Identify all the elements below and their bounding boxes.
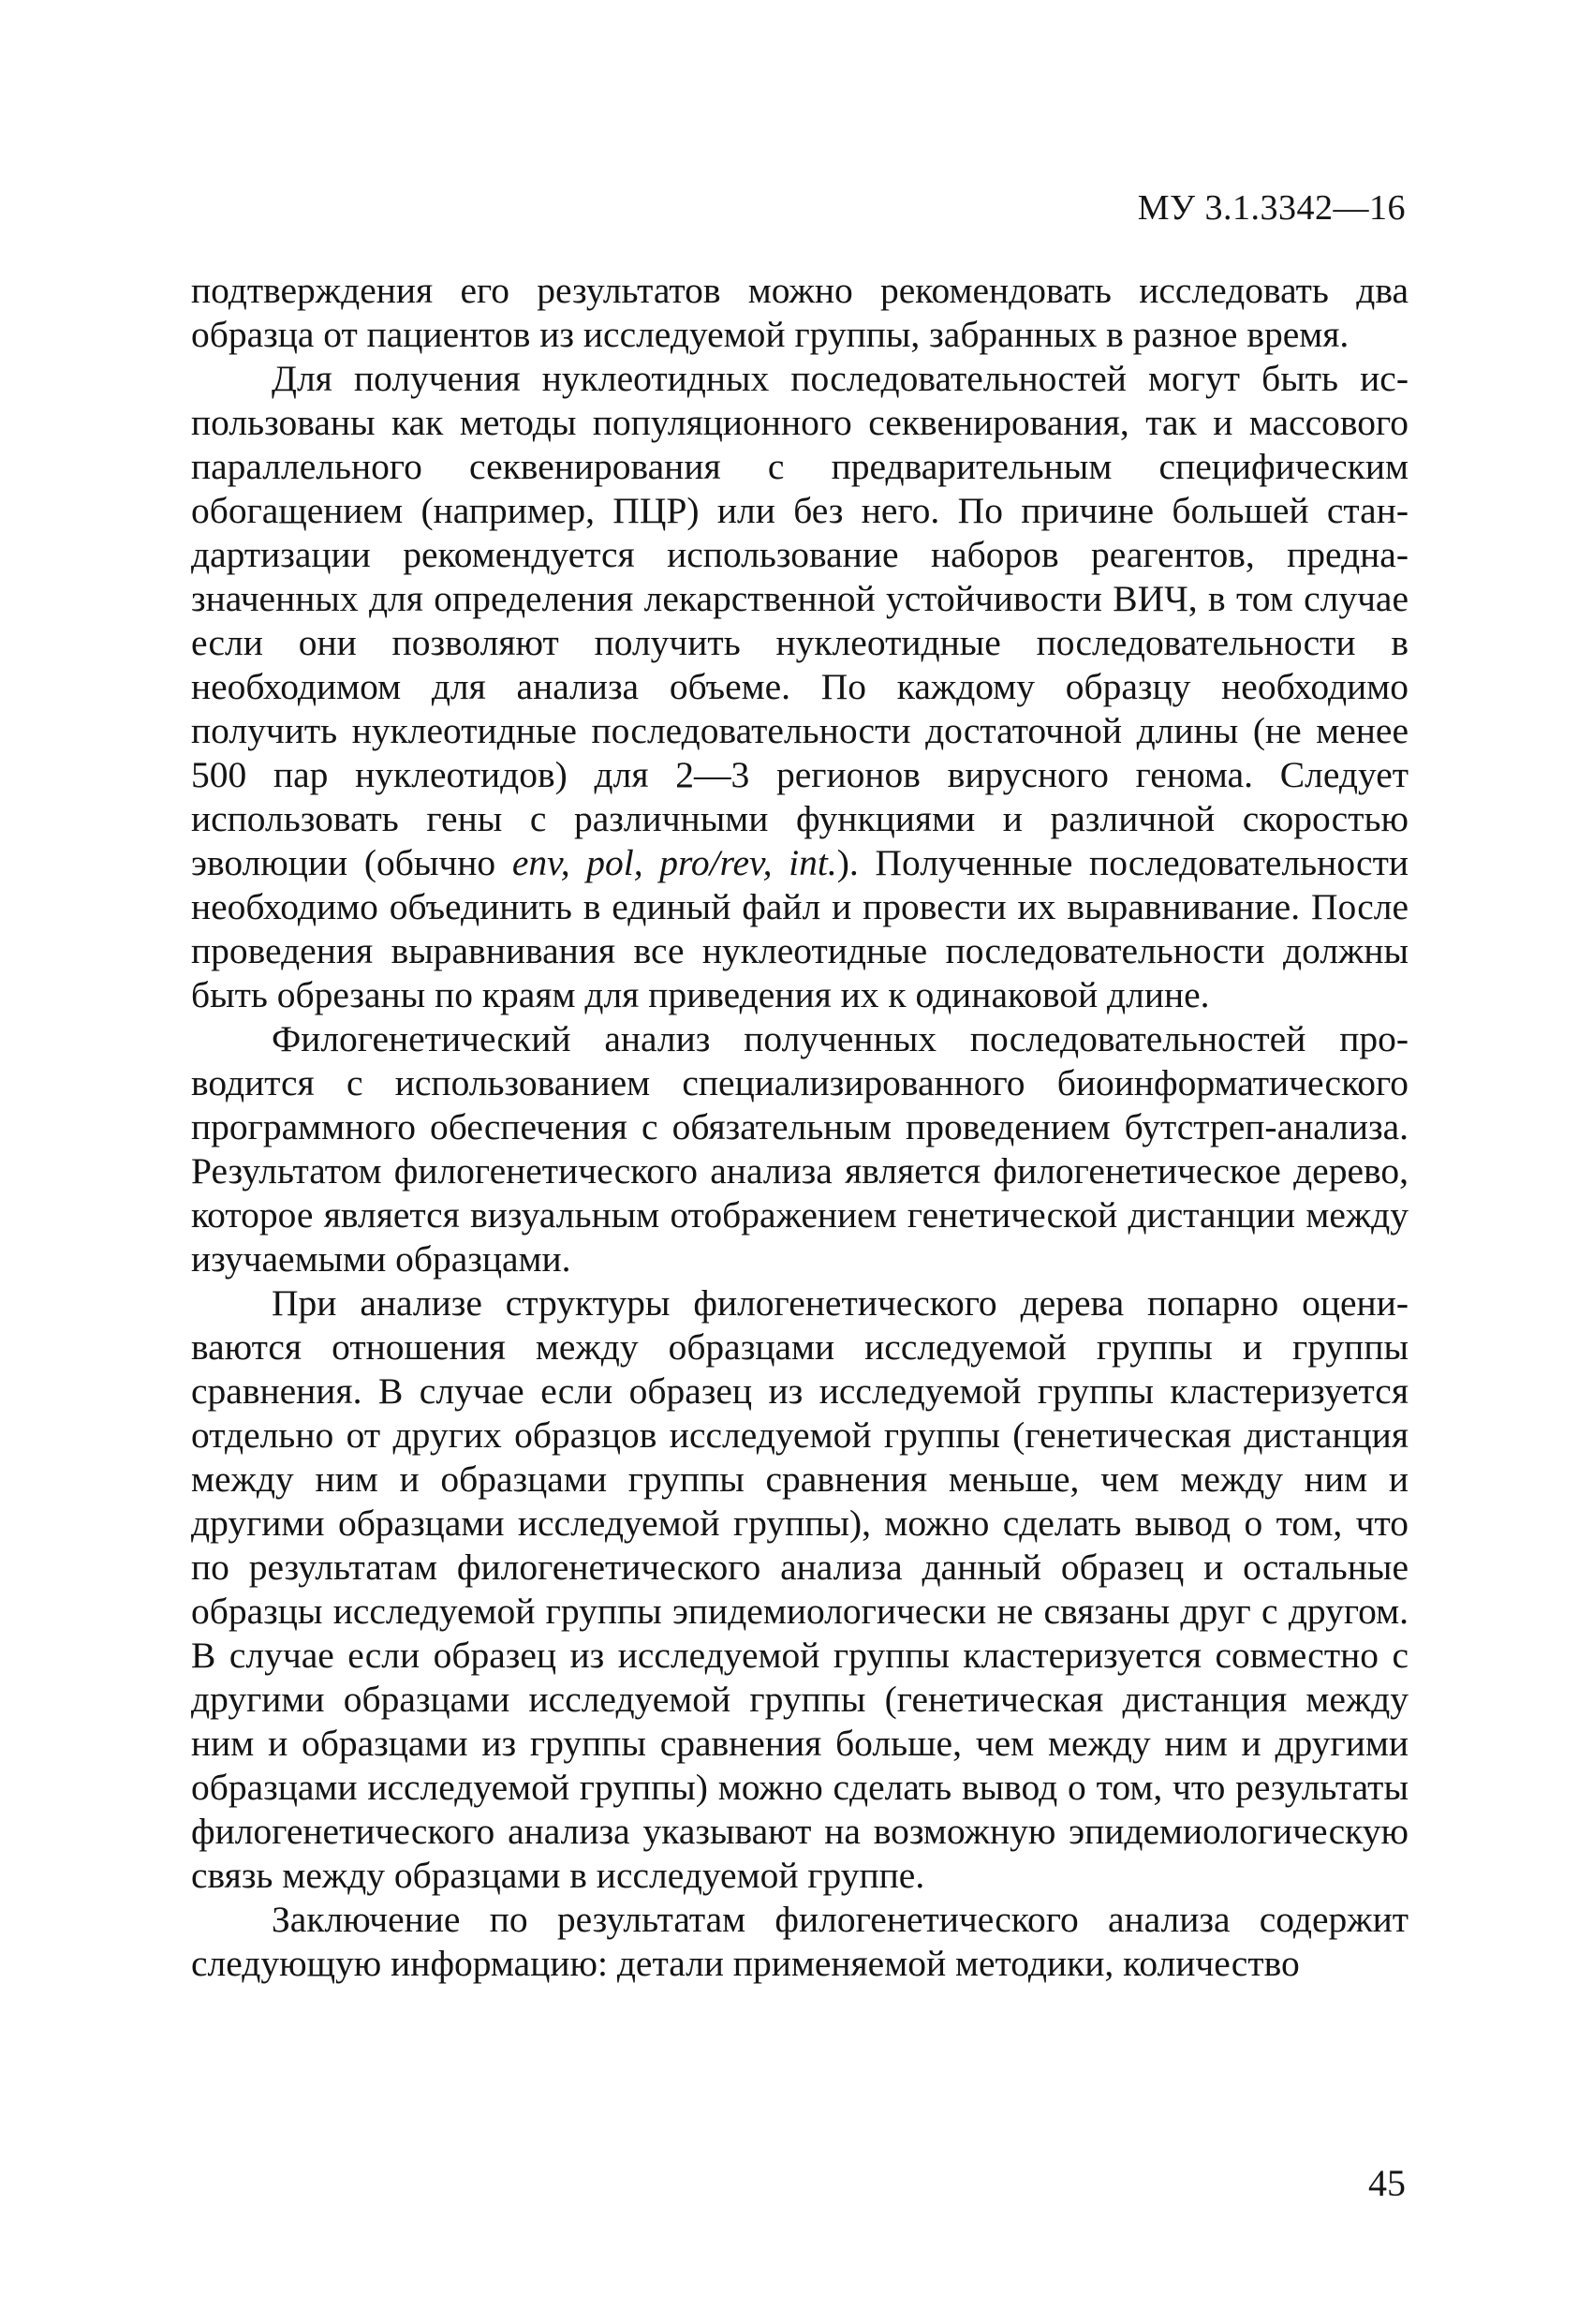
paragraph-sequencing-text-a: Для получения нуклеотидных последовательностей могут быть использованы как методы популяционного секвенирования, так и массового параллельного секвенирования с предварительным специфическим обогащением (например, ПЦР) или без него. По причине большей стандартизации рекомендуется использование наборов реагентов, предназначенных для определения лекарственной устойчивости ВИЧ, в том случае если они позволяют получить нуклеотидные последовательности в необходимом для анализа объеме. По каждому образцу необходимо получить нуклеотидные последовательности достаточной длины (не менее 500 пар нуклеотидов) для 2—3 регионов вирусного генома. Следует использовать гены с различными функциями и различной скоростью эволюции (обычно [191,358,1409,883]
document-code-header: МУ 3.1.3342—16 [1137,188,1406,228]
paragraph-conclusion: Заключение по результатам филогенетического анализа содержит следующую информацию: детали применяемой методики, количество [191,1899,1409,1984]
page-body-text [191,269,1409,1986]
paragraph-continued: подтверждения его результатов можно рекомендовать исследовать два образца от пациентов из исследуемой группы, забранных в разное время. [191,270,1409,355]
paragraph-sequencing [191,357,1409,1017]
paragraph-sequencing-text-b: ). Полученные последовательности необходимо объединить в единый файл и провести их выравнивание. После проведения выравнивания все нуклеотидные последовательности должны быть обрезаны по краям для приведения их к одинаковой длине. [191,842,1409,1015]
paragraph-tree-structure: При анализе структуры филогенетического дерева попарно оцениваются отношения между образцами исследуемой группы и группы сравнения. В случае если образец из исследуемой группы кластеризуется отдельно от других образцов исследуемой группы (генетическая дистанция между ним и образцами группы сравнения меньше, чем между ним и другими образцами исследуемой группы), можно сделать вывод о том, что по результатам филогенетического анализа данный образец и остальные образцы исследуемой группы эпидемиологически не связаны друг с другом. В случае если образец из исследуемой группы кластеризуется совместно с другими образцами исследуемой группы (генетическая дистанция между ним и образцами из группы сравнения больше, чем между ним и другими образцами исследуемой группы) можно сделать вывод о том, что результаты филогенетического анализа указывают на возможную эпидемиологическую связь между образцами в исследуемой группе. [191,1282,1409,1896]
paragraph-phylogenetic-analysis: Филогенетический анализ полученных последовательностей проводится с использованием специализированного биоинформатического программного обеспечения с обязательным проведением бутстреп-анализа. Результатом филогенетического анализа является филогенетическое дерево, которое является визуальным отображением генетической дистанции между изучаемыми образцами. [191,1018,1409,1280]
gene-names-italic: env, pol, pro/rev, int. [511,842,837,883]
page-number: 45 [1368,2162,1406,2204]
